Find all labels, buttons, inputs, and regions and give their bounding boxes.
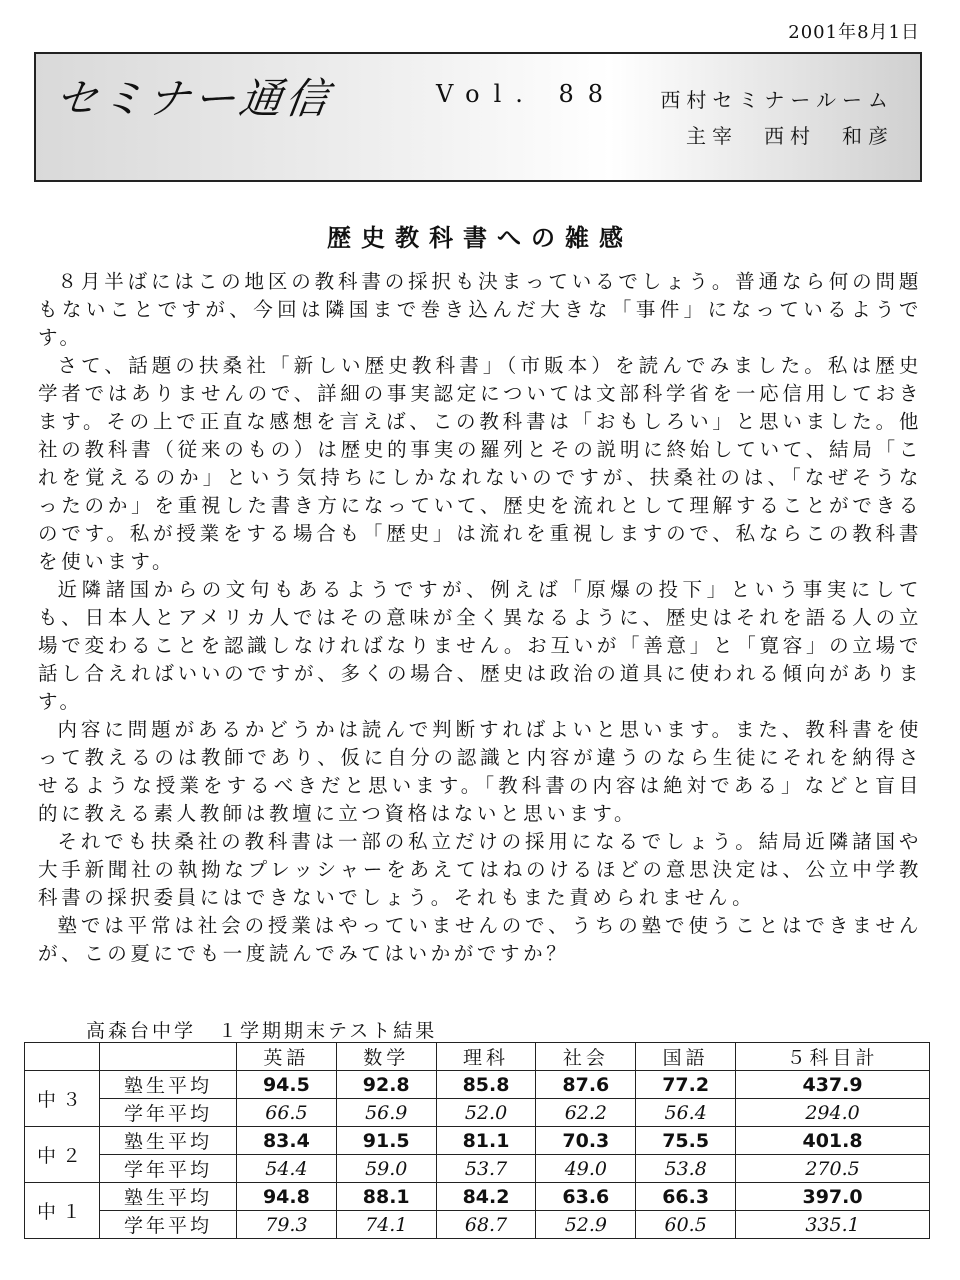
score-cell: 88.1: [336, 1183, 436, 1211]
table-row: [25, 1183, 930, 1211]
paragraph: さて、話題の扶桑社「新しい歴史教科書」（市販本）を読んでみました。私は歴史学者ではありませんので、詳細の事実認定については文部科学省を一応信用しておきます。その上で正直な感想を言えば、この教科書は「おもしろい」と思いました。他社の教科書（従来のもの）は歴史的事実の羅列とその説明に終始していて、結局「これを覚えるのか」という気持ちにしかなれないのですが、扶桑社のは、「なぜそうなったのか」を重視した書き方になっていて、歴史を流れとして理解することができるのです。私が授業をする場合も「歴史」は流れを重視しますので、私ならこの教科書を使います。: [38, 354, 922, 573]
grade-cell: 中３: [25, 1071, 100, 1127]
table-caption: 高森台中学 １学期期末テスト結果: [86, 1020, 438, 1042]
score-cell: 52.0: [436, 1099, 536, 1127]
table-header-row: [25, 1043, 930, 1071]
row-label: 塾生平均: [100, 1071, 237, 1099]
row-label: 学年平均: [100, 1155, 237, 1183]
score-cell: 85.8: [436, 1071, 536, 1099]
header-cell: 数学: [336, 1043, 436, 1071]
score-cell: 59.0: [336, 1155, 436, 1183]
score-cell: 62.2: [536, 1099, 636, 1127]
score-cell: 56.4: [636, 1099, 736, 1127]
table-row: [25, 1071, 930, 1099]
paragraph: 内容に問題があるかどうかは読んで判断すればよいと思います。また、教科書を使って教えるのは教師であり、仮に自分の認識と内容が違うのなら生徒にそれを納得させるような授業をするべきだと思います。「教科書の内容は絶対である」などと盲目的に教える素人教師は教壇に立つ資格はないと思います。: [38, 718, 922, 825]
score-cell: 87.6: [536, 1071, 636, 1099]
score-cell: 94.5: [237, 1071, 337, 1099]
score-cell: 74.1: [336, 1211, 436, 1239]
row-label: 学年平均: [100, 1211, 237, 1239]
paragraph: 塾では平常は社会の授業はやっていませんので、うちの塾で使うことはできませんが、この夏にでも一度読んでみてはいかがですか？: [38, 914, 922, 965]
score-cell: 52.9: [536, 1211, 636, 1239]
score-cell: 270.5: [736, 1155, 930, 1183]
test-results-table: [24, 1042, 930, 1239]
table-row: [25, 1155, 930, 1183]
score-cell: 294.0: [736, 1099, 930, 1127]
article-title: 歴史教科書への雑感: [327, 224, 633, 252]
score-cell: 66.3: [636, 1183, 736, 1211]
grade-cell: 中２: [25, 1127, 100, 1183]
score-cell: 53.7: [436, 1155, 536, 1183]
issue-date: 2001年8月1日: [788, 22, 920, 43]
header-cell: [25, 1043, 100, 1071]
table-row: [25, 1127, 930, 1155]
score-cell: 92.8: [336, 1071, 436, 1099]
table-row: [25, 1211, 930, 1239]
score-cell: 49.0: [536, 1155, 636, 1183]
volume-number: Vol. 88: [436, 80, 618, 108]
header-cell: 社会: [536, 1043, 636, 1071]
newsletter-title: セミナー通信: [52, 74, 336, 123]
score-cell: 68.7: [436, 1211, 536, 1239]
score-cell: 81.1: [436, 1127, 536, 1155]
row-label: 塾生平均: [100, 1183, 237, 1211]
score-cell: 94.8: [237, 1183, 337, 1211]
paragraph: ８月半ばにはこの地区の教科書の採択も決まっているでしょう。普通なら何の問題もないことですが、今回は隣国まで巻き込んだ大きな「事件」になっているようです。: [38, 270, 922, 349]
score-cell: 84.2: [436, 1183, 536, 1211]
score-cell: 53.8: [636, 1155, 736, 1183]
score-cell: 401.8: [736, 1127, 930, 1155]
header-cell: ５科目計: [736, 1043, 930, 1071]
score-cell: 63.6: [536, 1183, 636, 1211]
article-body: [38, 268, 922, 968]
grade-cell: 中１: [25, 1183, 100, 1239]
organization-name: 西村セミナールーム: [660, 88, 894, 112]
score-cell: 91.5: [336, 1127, 436, 1155]
header-cell: 国語: [636, 1043, 736, 1071]
row-label: 学年平均: [100, 1099, 237, 1127]
row-label: 塾生平均: [100, 1127, 237, 1155]
table-row: [25, 1099, 930, 1127]
header-cell: 理科: [436, 1043, 536, 1071]
editor-name: 主宰 西村 和彦: [686, 124, 894, 148]
score-cell: 75.5: [636, 1127, 736, 1155]
score-cell: 77.2: [636, 1071, 736, 1099]
score-cell: 60.5: [636, 1211, 736, 1239]
score-cell: 70.3: [536, 1127, 636, 1155]
score-cell: 335.1: [736, 1211, 930, 1239]
paragraph: それでも扶桑社の教科書は一部の私立だけの採用になるでしょう。結局近隣諸国や大手新聞社の執拗なプレッシャーをあえてはねのけるほどの意思決定は、公立中学教科書の採択委員にはできないでしょう。それもまた責められません。: [38, 830, 922, 909]
score-cell: 66.5: [237, 1099, 337, 1127]
score-cell: 397.0: [736, 1183, 930, 1211]
newsletter-header: [34, 52, 922, 182]
score-cell: 54.4: [237, 1155, 337, 1183]
score-cell: 56.9: [336, 1099, 436, 1127]
score-cell: 83.4: [237, 1127, 337, 1155]
header-cell: 英語: [237, 1043, 337, 1071]
score-cell: 437.9: [736, 1071, 930, 1099]
paragraph: 近隣諸国からの文句もあるようですが、例えば「原爆の投下」という事実にしても、日本人とアメリカ人ではその意味が全く異なるように、歴史はそれを語る人の立場で変わることを認識しなければなりません。お互いが「善意」と「寛容」の立場で話し合えればいいのですが、多くの場合、歴史は政治の道具に使われる傾向があります。: [38, 578, 922, 713]
header-cell: [100, 1043, 237, 1071]
score-cell: 79.3: [237, 1211, 337, 1239]
